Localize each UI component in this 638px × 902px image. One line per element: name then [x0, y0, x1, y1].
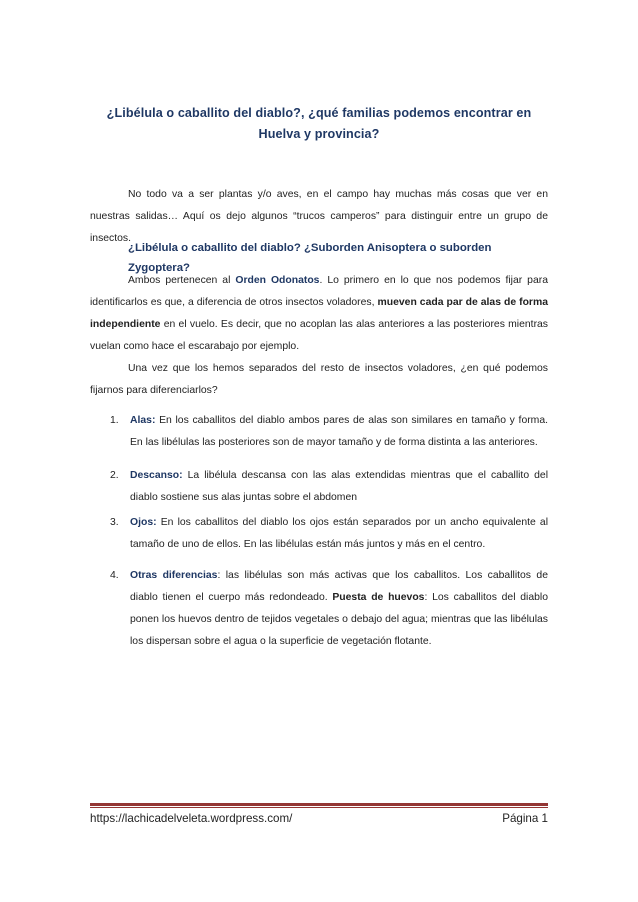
- para2-bold: mueven cada par de alas de forma independiente: [90, 297, 548, 330]
- list-title: Alas:: [130, 415, 156, 426]
- list-body: En los caballitos del diablo los ojos están separados por un ancho equivalente al tamaño de uno de ellos. En las libélulas están más juntos y más en el centro.: [130, 517, 548, 550]
- intro-paragraph: No todo va a ser plantas y/o aves, en el campo hay muchas más cosas que ver en nuestras salidas… Aquí os dejo algunos “trucos camperos” para distinguir entre un grupo de insectos.: [90, 189, 548, 244]
- footer-url[interactable]: https://lachicadelveleta.wordpress.com/: [90, 812, 293, 825]
- list-body: En los caballitos del diablo ambos pares de alas son similares en tamaño y forma. En las libélulas las posteriores son de mayor tamaño y de forma distinta a las anteriores.: [130, 415, 548, 448]
- list-text: [130, 565, 548, 653]
- footer-rule-thin: [90, 807, 548, 808]
- list-body-2: : Los caballitos del diablo ponen los huevos dentro de tejidos vegetales o debajo del agua; mientras que las libélulas los dispersan sobre el agua o la superficie de vegetación flotante.: [130, 592, 548, 647]
- list-text: [130, 512, 548, 556]
- para2-text-2: . Lo primero en lo que nos podemos fijar para identificarlos es que, a diferencia de otros insectos voladores,: [90, 275, 548, 308]
- list-bold: Puesta de huevos: [332, 592, 425, 603]
- footer-page-number: Página 1: [502, 812, 548, 825]
- paragraph-differences-intro: Una vez que los hemos separados del resto de insectos voladores, ¿en qué podemos fijarnos para diferenciarlos?: [90, 363, 548, 396]
- list-body: La libélula descansa con las alas extendidas mientras que el caballito del diablo sostiene sus alas juntas sobre el abdomen: [130, 470, 548, 503]
- section-subtitle: ¿Libélula o caballito del diablo? ¿Suborden Anisoptera o suborden Zygoptera?: [128, 242, 492, 274]
- paragraph-order: [90, 270, 548, 358]
- list-number: 1.: [110, 415, 119, 426]
- list-title: Descanso:: [130, 470, 183, 481]
- footer-rule-thick: [90, 803, 548, 806]
- list-title: Otras diferencias: [130, 570, 218, 581]
- list-body: : las libélulas son más activas que los caballitos. Los caballitos de diablo tienen el cuerpo más redondeado.: [130, 570, 548, 603]
- list-number: 3.: [110, 517, 119, 528]
- list-number: 4.: [110, 570, 119, 581]
- list-number: 2.: [110, 470, 119, 481]
- order-name: Orden Odonatos: [235, 275, 320, 286]
- list-text: [130, 465, 548, 509]
- para2-text-3: en el vuelo. Es decir, que no acoplan las alas anteriores a las posteriores mientras vuelan como hace el escarabajo por ejemplo.: [90, 319, 548, 352]
- para2-text-1: Ambos pertenecen al: [128, 275, 236, 286]
- list-text: [130, 410, 548, 454]
- document-title: ¿Libélula o caballito del diablo?, ¿qué familias podemos encontrar en Huelva y provincia?: [106, 106, 532, 141]
- list-title: Ojos:: [130, 517, 157, 528]
